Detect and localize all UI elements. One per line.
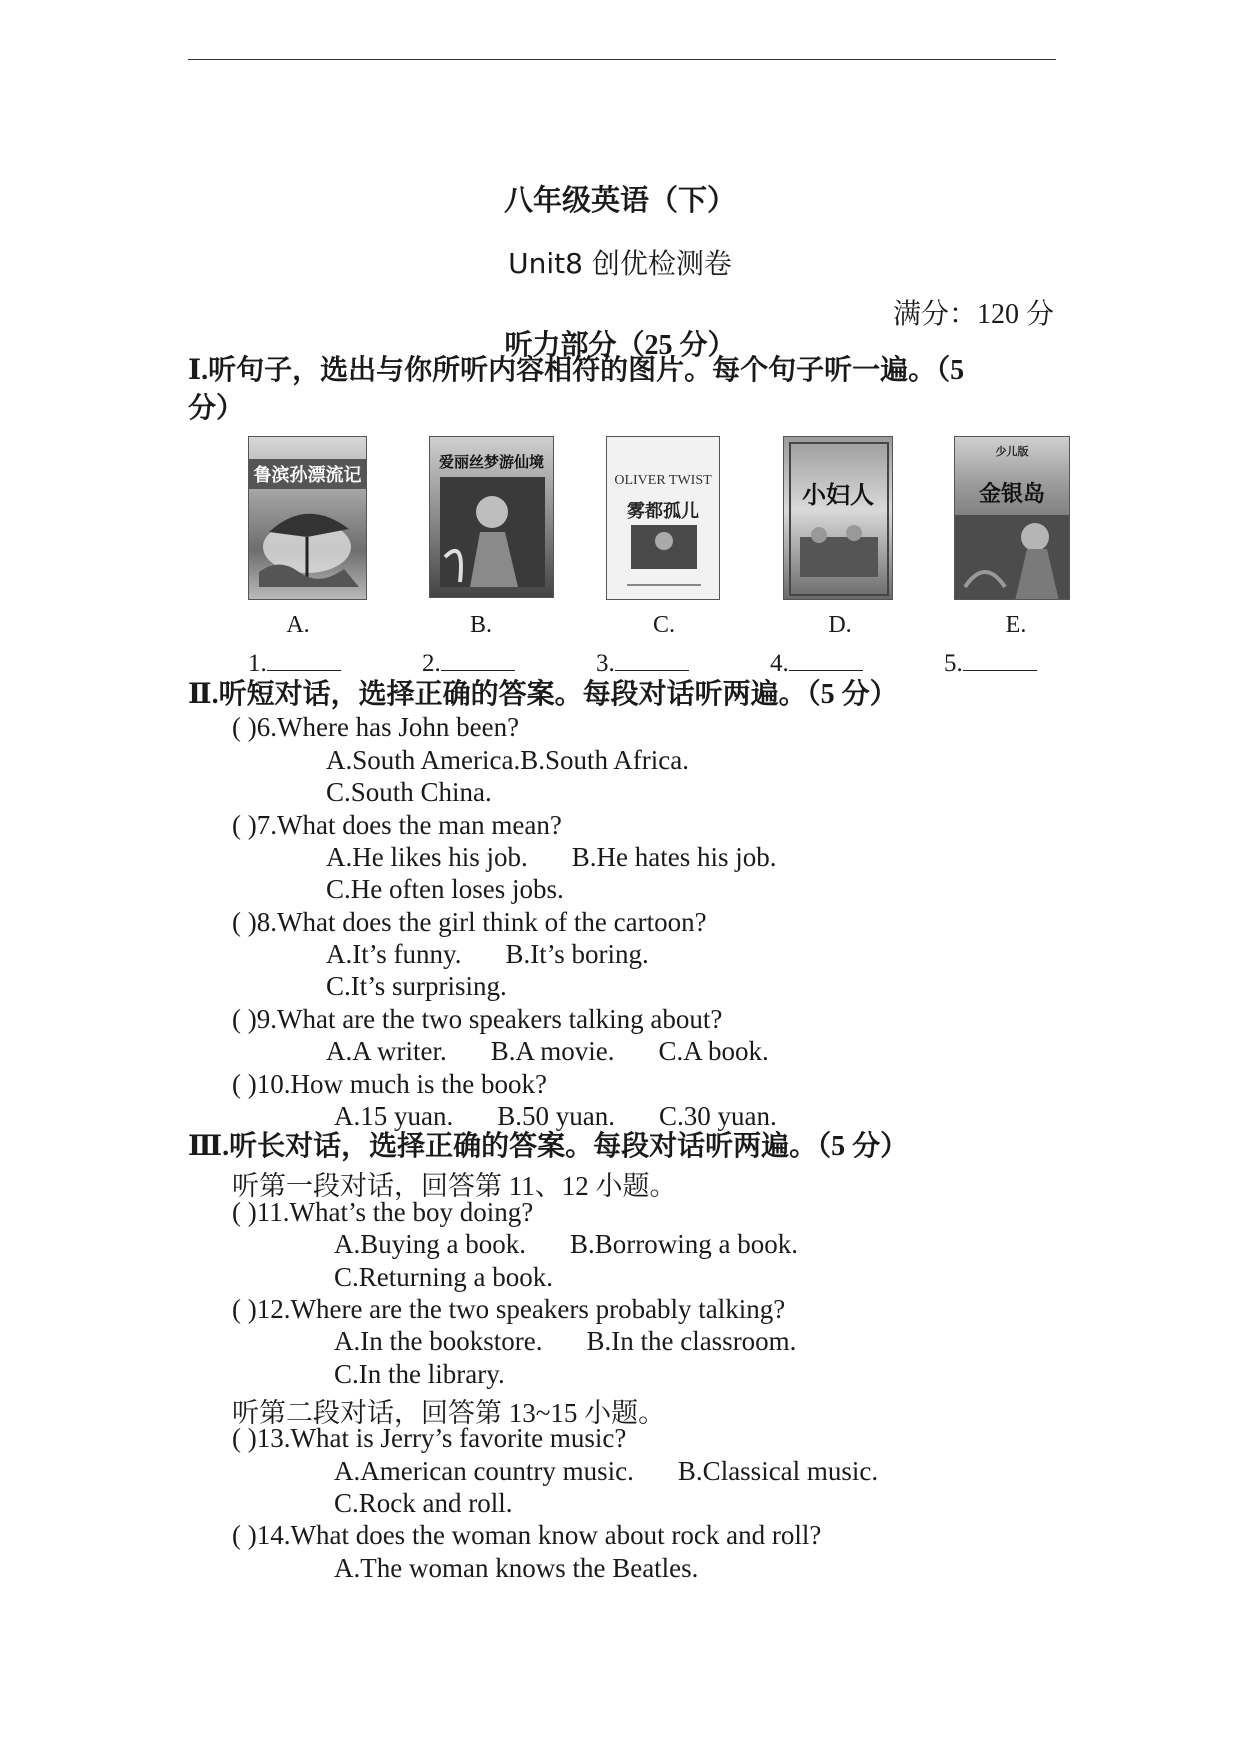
options-11-row2: C.Returning a book. (334, 1262, 553, 1292)
part3-note-1: 听第一段对话，回答第 11、12 小题。 (232, 1171, 677, 1201)
answer-blank-1[interactable]: 1. (248, 648, 341, 678)
answer-blank-5[interactable]: 5. (944, 648, 1037, 678)
options-13-row1: A.American country music. B.Classical music. (334, 1456, 879, 1486)
options-12-row2: C.In the library. (334, 1359, 505, 1389)
listening-heading: 听力部分（25 分） (504, 330, 736, 361)
header-rule (188, 59, 1056, 60)
question-12: ( )12.Where are the two speakers probably talking? (232, 1294, 786, 1324)
book-cover-alice-icon: 爱丽丝梦游仙境 (429, 436, 554, 598)
options-11-row1: A.Buying a book. B.Borrowing a book. (334, 1229, 798, 1259)
options-10-row1: A.15 yuan. B.50 yuan. C.30 yuan. (334, 1101, 777, 1131)
options-9-row1: A.A writer. B.A movie. C.A book. (326, 1036, 769, 1066)
question-10: ( )10.How much is the book? (232, 1069, 547, 1099)
page-title: 八年级英语（下） (503, 183, 736, 217)
image-label-e: E. (1005, 612, 1027, 638)
image-label-b: B. (469, 612, 492, 638)
question-6: ( )6.Where has John been? (232, 712, 520, 742)
options-8-row1: A.It’s funny. B.It’s boring. (326, 939, 649, 969)
question-13: ( )13.What is Jerry’s favorite music? (232, 1423, 627, 1453)
question-14: ( )14.What does the woman know about rock and roll? (232, 1520, 822, 1550)
part3-instruction: Ⅲ.听长对话，选择正确的答案。每段对话听两遍。（5 分） (188, 1131, 909, 1162)
options-6-row1: A.South America.B.South Africa. (326, 745, 689, 775)
options-7-row1: A.He likes his job. B.He hates his job. (326, 842, 777, 872)
book-cover-oliver-icon: OLIVER TWIST 雾都孤儿 (606, 436, 720, 600)
image-label-d: D. (828, 612, 852, 638)
options-8-row2: C.It’s surprising. (326, 971, 507, 1001)
question-7: ( )7.What does the man mean? (232, 810, 562, 840)
options-12-row1: A.In the bookstore. B.In the classroom. (334, 1326, 797, 1356)
question-9: ( )9.What are the two speakers talking about? (232, 1004, 723, 1034)
part2-instruction: Ⅱ.听短对话，选择正确的答案。每段对话听两遍。（5 分） (188, 679, 898, 710)
options-6-row2: C.South China. (326, 777, 492, 807)
part3-note-2: 听第二段对话，回答第 13~15 小题。 (232, 1398, 666, 1428)
answer-blank-4[interactable]: 4. (770, 648, 863, 678)
answer-blank-2[interactable]: 2. (422, 648, 515, 678)
options-14-row1: A.The woman knows the Beatles. (334, 1553, 699, 1583)
book-cover-treasure-island-icon: 少儿版 金银岛 (954, 436, 1070, 600)
options-13-row2: C.Rock and roll. (334, 1488, 513, 1518)
image-label-a: A. (286, 612, 310, 638)
image-label-c: C. (652, 612, 675, 638)
book-cover-robinson-icon: 鲁滨孙漂流记 (248, 436, 367, 600)
book-cover-little-women-icon: 小妇人 (783, 436, 893, 600)
full-score: 满分：120 分 (892, 299, 1054, 330)
part1-instruction: Ⅰ.听句子，选出与你所听内容相符的图片。每个句子听一遍。（5 分） (188, 355, 965, 424)
question-11: ( )11.What’s the boy doing? (232, 1197, 534, 1227)
page-subtitle: Unit8 创优检测卷 (508, 247, 732, 280)
options-7-row2: C.He often loses jobs. (326, 874, 564, 904)
question-8: ( )8.What does the girl think of the cartoon? (232, 907, 707, 937)
answer-blank-3[interactable]: 3. (596, 648, 689, 678)
